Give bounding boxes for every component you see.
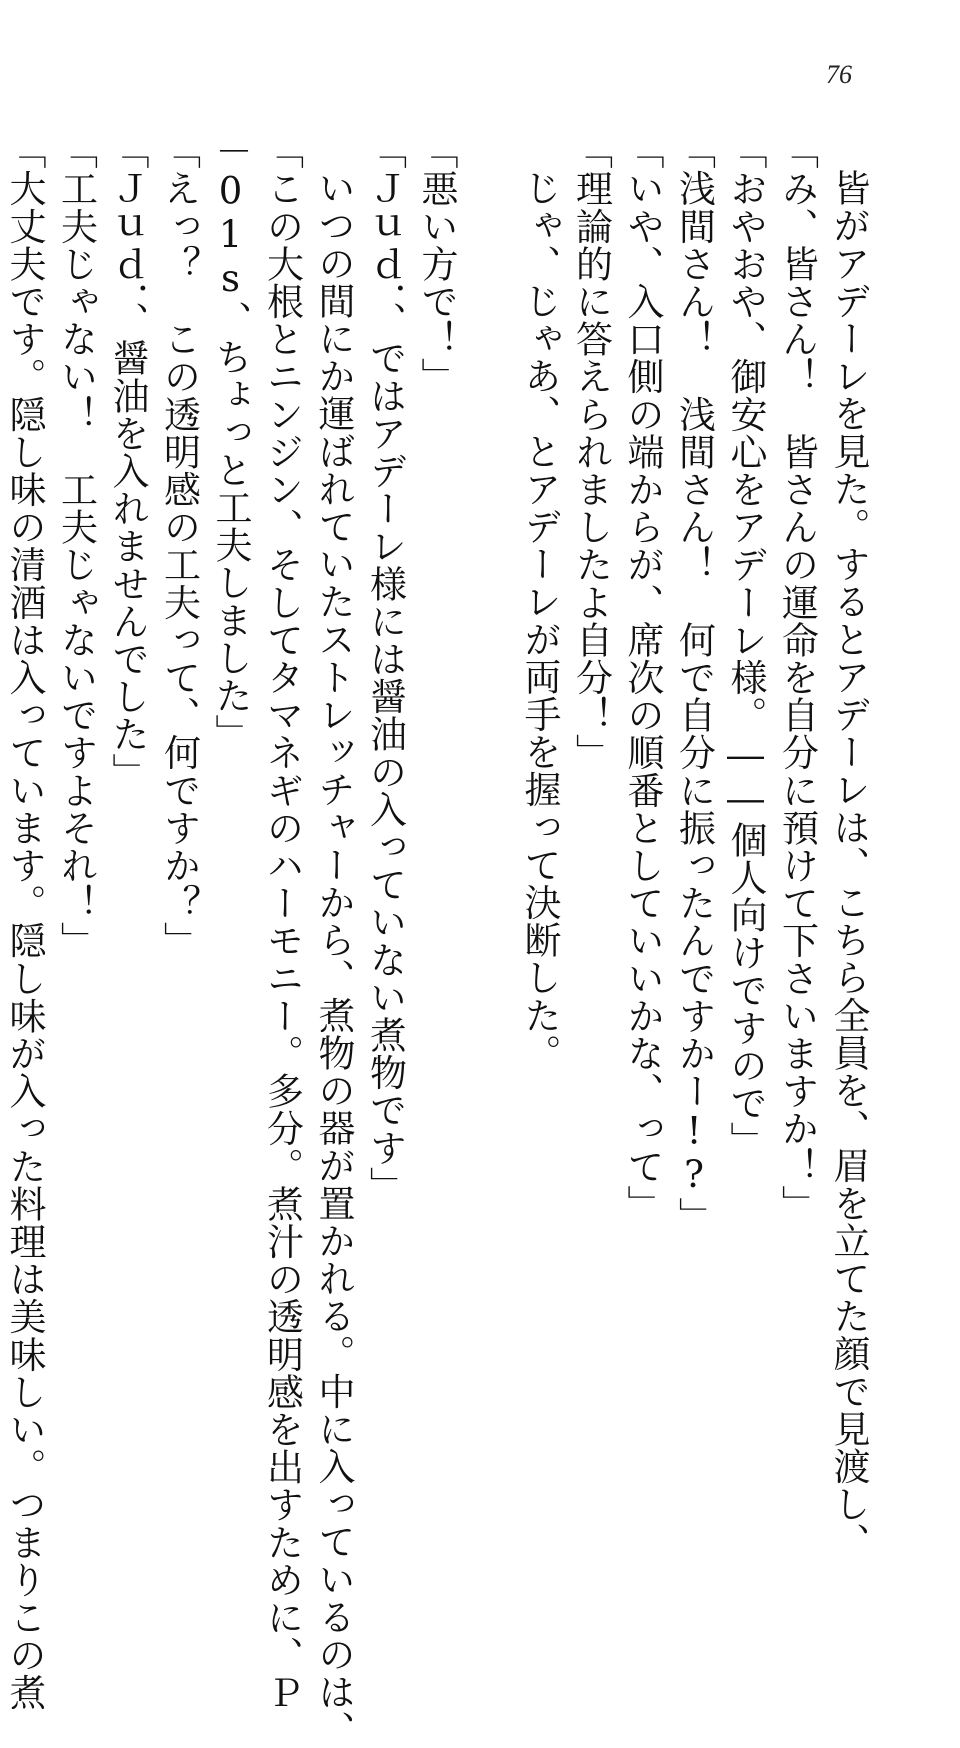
text-line: 「み、皆さん！ 皆さんの運命を自分に預けて下さいますか！」 <box>775 132 819 1223</box>
text-line: 「えっ？ この透明感の工夫って、何ですか？」 <box>157 132 201 960</box>
text-line: 「この大根とニンジン、そしてタマネギのハーモニー。多分。煮汁の透明感を出すために、Ｐ <box>260 132 304 1712</box>
text-line: いつの間にか運ばれていたストレッチャーから、煮物の器が置かれる。中に入っているのは、 <box>312 169 355 1748</box>
text-line: －01s、ちょっと工夫しました」 <box>209 132 252 752</box>
text-line: 「浅間さん！ 浅間さん！ 何で自分に振ったんですかー!?」 <box>672 132 716 1235</box>
text-line: 「大丈夫です。隠し味の清酒は入っています。隠し味が入った料理は美味しい。つまりこの煮 <box>3 132 46 1712</box>
text-line: 「悪い方で！」 <box>415 132 458 396</box>
text-line: 「理論的に答えられましたよ自分！」 <box>569 132 613 772</box>
page-number: 76 <box>826 60 852 89</box>
text-line: 「Ｊｕｄ．、醤油を入れませんでした」 <box>106 132 149 791</box>
text-line: 「おやおや、御安心をアデーレ様。――個人向けですので」 <box>724 132 767 1160</box>
text-line: 皆がアデーレを見た。するとアデーレは、こちら全員を、眉を立てた顔で見渡し、 <box>827 169 870 1561</box>
body-text <box>0 132 874 1748</box>
blank-line <box>462 132 514 1382</box>
text-line: 「Ｊｕｄ．、ではアデーレ様には醤油の入っていない煮物です」 <box>363 132 407 1204</box>
text-line: 「工夫じゃない！ 工夫じゃないですよそれ！」 <box>54 132 98 960</box>
text-line: じゃ、じゃあ、とアデーレが両手を握って決断した。 <box>518 169 561 1072</box>
text-line: 「いや、入口側の端からが、席次の順番としていいかな、って」 <box>621 132 664 1223</box>
